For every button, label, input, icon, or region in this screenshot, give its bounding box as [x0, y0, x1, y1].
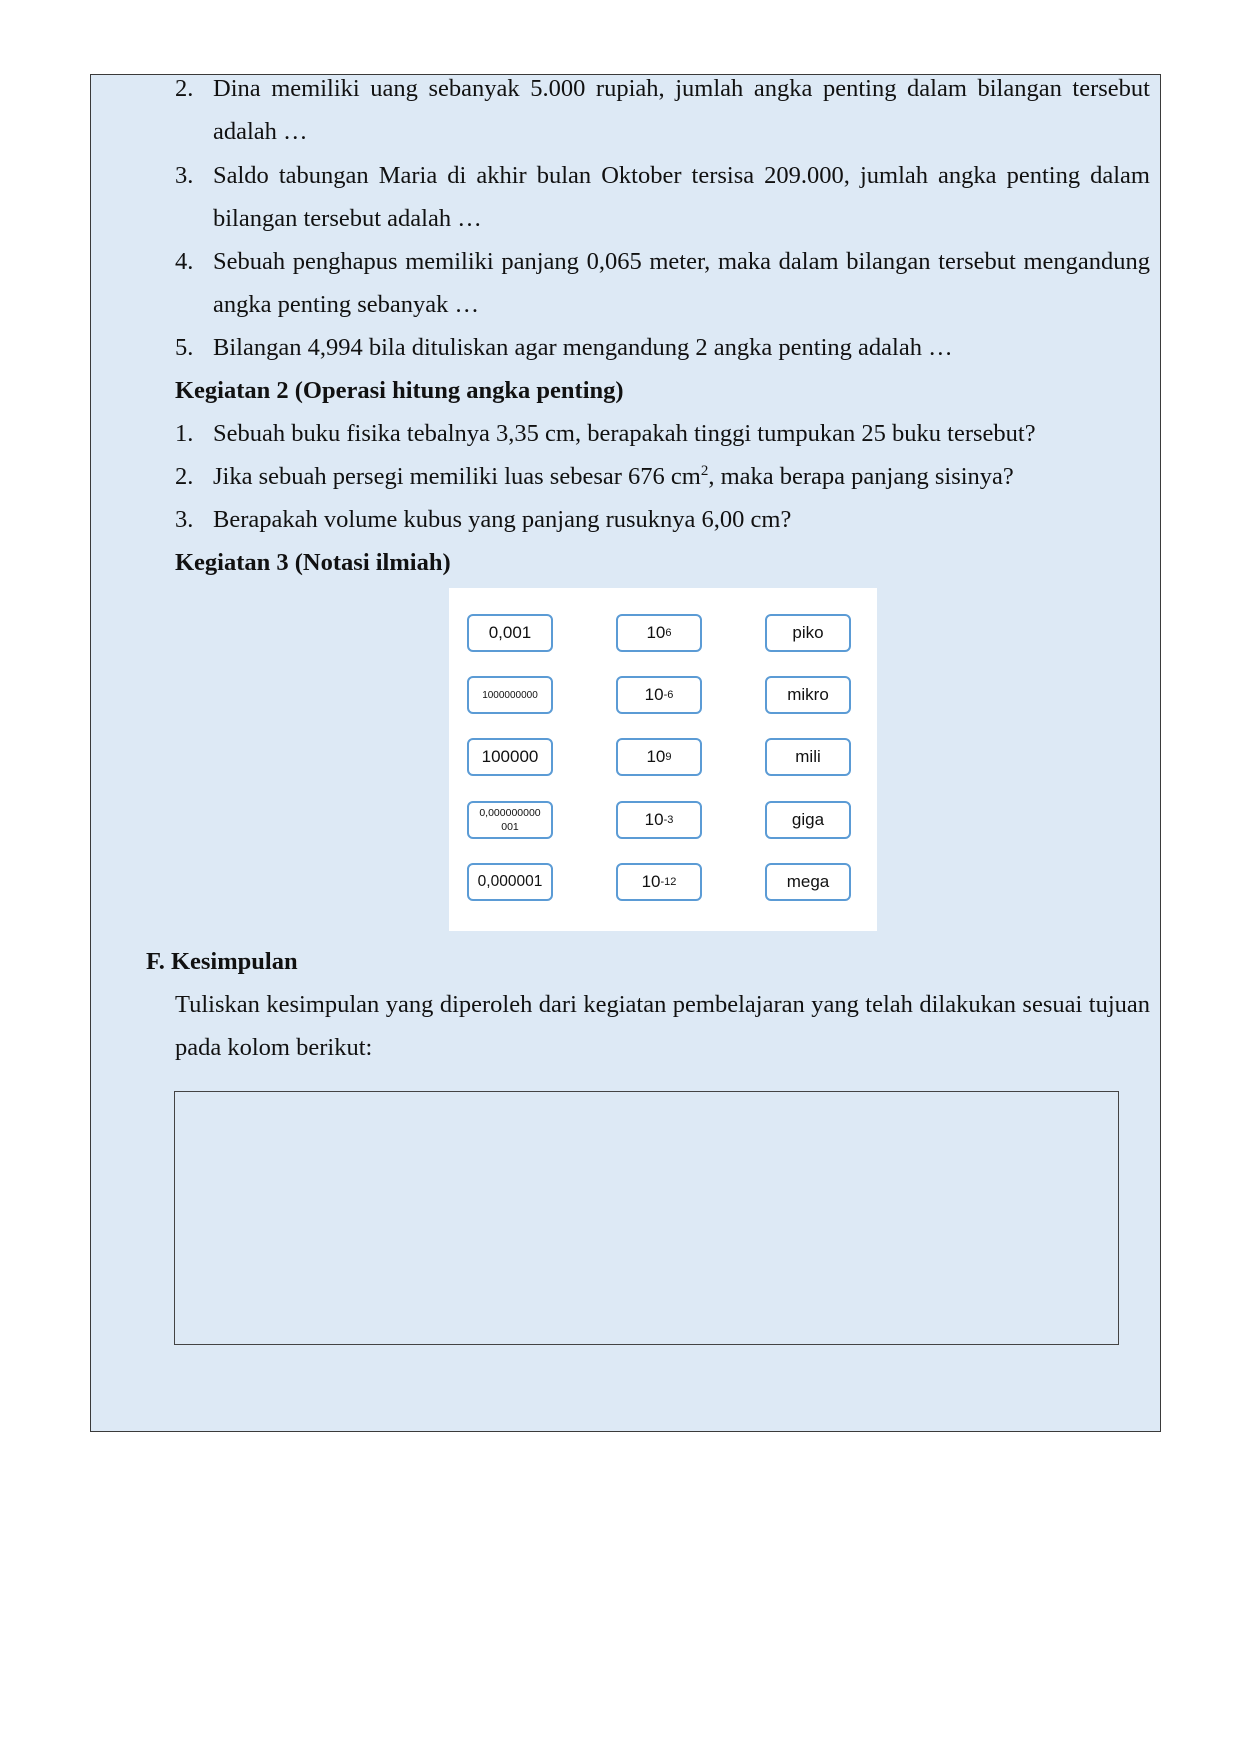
power-card[interactable]: 10 6 — [616, 614, 702, 652]
question-text-cont: bilangan tersebut adalah … — [213, 205, 482, 232]
power-card[interactable]: 10 -3 — [616, 801, 702, 839]
prefix-card[interactable]: mikro — [765, 676, 851, 714]
prefix-card[interactable]: piko — [765, 614, 851, 652]
power-base: 10 — [644, 810, 664, 829]
power-base: 10 — [641, 872, 661, 891]
decimal-card-line: 001 — [501, 821, 519, 833]
item-number: 2. — [175, 463, 194, 490]
prefix-card[interactable]: mili — [765, 738, 851, 776]
decimal-card[interactable]: 1000000000 — [467, 676, 553, 714]
power-base: 10 — [646, 747, 666, 766]
decimal-card[interactable]: 0,000001 — [467, 863, 553, 901]
item-number: 1. — [175, 420, 194, 447]
kesimpulan-heading: F. Kesimpulan — [146, 948, 298, 975]
question-text: Sebuah buku fisika tebalnya 3,35 cm, berapakah tinggi tumpukan 25 buku tersebut? — [213, 420, 1036, 447]
power-card[interactable]: 10 9 — [616, 738, 702, 776]
question-text: Saldo tabungan Maria di akhir bulan Oktober tersisa 209.000, jumlah angka penting dalam — [213, 162, 1150, 189]
conclusion-answer-box[interactable] — [174, 1091, 1119, 1345]
item-number: 3. — [175, 162, 194, 189]
prefix-card[interactable]: giga — [765, 801, 851, 839]
question-text-part: Jika sebuah persegi memiliki luas sebesar 676 cm — [213, 463, 701, 490]
kegiatan-3-heading: Kegiatan 3 (Notasi ilmiah) — [175, 549, 451, 576]
kesimpulan-instruction: Tuliskan kesimpulan yang diperoleh dari kegiatan pembelajaran yang telah dilakukan sesuai tujuan — [175, 991, 1150, 1018]
question-text-cont: adalah … — [213, 118, 308, 145]
question-text — [213, 462, 1014, 492]
item-number: 2. — [175, 75, 194, 102]
decimal-card[interactable] — [467, 801, 553, 839]
question-text-cont: angka penting sebanyak … — [213, 291, 480, 318]
decimal-card[interactable]: 100000 — [467, 738, 553, 776]
prefix-card[interactable]: mega — [765, 863, 851, 901]
kesimpulan-instruction-cont: pada kolom berikut: — [175, 1034, 373, 1061]
question-text: Berapakah volume kubus yang panjang rusuknya 6,00 cm? — [213, 506, 792, 533]
superscript: 2 — [700, 462, 709, 479]
decimal-card[interactable]: 0,001 — [467, 614, 553, 652]
item-number: 4. — [175, 248, 194, 275]
question-text: Sebuah penghapus memiliki panjang 0,065 meter, maka dalam bilangan tersebut mengandung — [213, 248, 1150, 275]
notation-matching-figure — [449, 588, 877, 931]
power-card[interactable]: 10 -6 — [616, 676, 702, 714]
kegiatan-2-heading: Kegiatan 2 (Operasi hitung angka penting) — [175, 377, 624, 404]
power-card[interactable]: 10 -12 — [616, 863, 702, 901]
power-base: 10 — [646, 623, 666, 642]
item-number: 5. — [175, 334, 194, 361]
power-base: 10 — [644, 685, 664, 704]
question-text: Bilangan 4,994 bila dituliskan agar mengandung 2 angka penting adalah … — [213, 334, 953, 361]
question-text-part: , maka berapa panjang sisinya? — [708, 463, 1014, 490]
decimal-card-line: 0,000000000 — [479, 807, 541, 819]
item-number: 3. — [175, 506, 194, 533]
question-text: Dina memiliki uang sebanyak 5.000 rupiah, jumlah angka penting dalam bilangan tersebut — [213, 75, 1150, 102]
